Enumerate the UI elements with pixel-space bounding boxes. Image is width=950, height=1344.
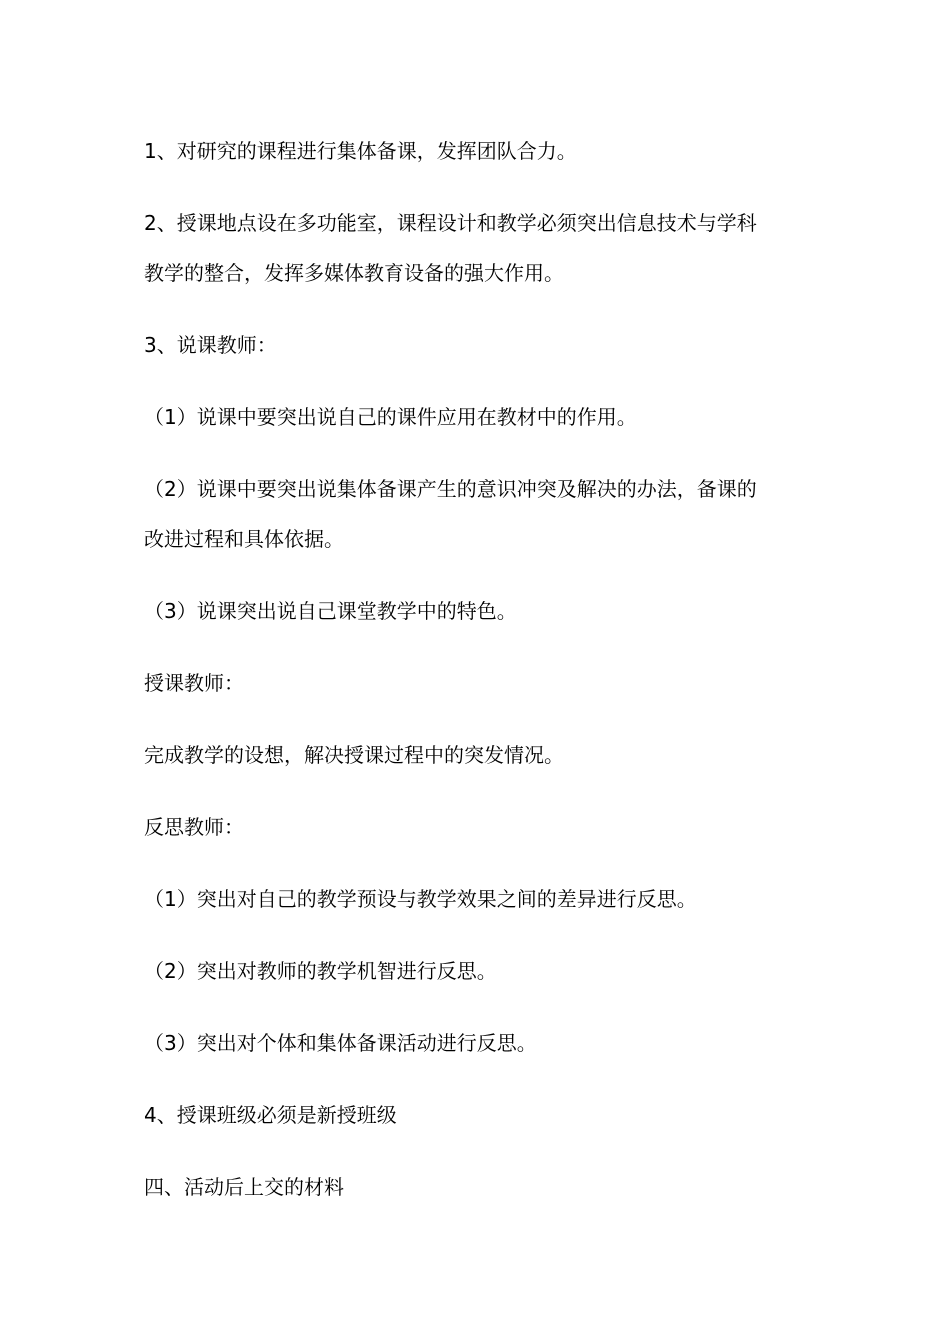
- item-4-class: 4、授课班级必须是新授班级: [144, 1103, 397, 1127]
- item-3-sub-2-line-1: （2）说课中要突出说集体备课产生的意识冲突及解决的办法，备课的: [144, 477, 757, 501]
- teaching-teacher-heading: 授课教师：: [144, 671, 244, 695]
- item-3-sub-1: （1）说课中要突出说自己的课件应用在教材中的作用。: [144, 405, 637, 429]
- teaching-teacher-text: 完成教学的设想，解决授课过程中的突发情况。: [144, 743, 564, 767]
- section-4-heading: 四、活动后上交的材料: [144, 1175, 344, 1199]
- item-3-sub-2-line-2: 改进过程和具体依据。: [144, 527, 344, 551]
- reflecting-sub-1: （1）突出对自己的教学预设与教学效果之间的差异进行反思。: [144, 887, 697, 911]
- item-2-venue-line-2: 教学的整合，发挥多媒体教育设备的强大作用。: [144, 261, 564, 285]
- reflecting-sub-3: （3）突出对个体和集体备课活动进行反思。: [144, 1031, 537, 1055]
- item-3-sub-3: （3）说课突出说自己课堂教学中的特色。: [144, 599, 517, 623]
- reflecting-teacher-heading: 反思教师：: [144, 815, 244, 839]
- reflecting-sub-2: （2）突出对教师的教学机智进行反思。: [144, 959, 497, 983]
- item-2-venue-line-1: 2、授课地点设在多功能室，课程设计和教学必须突出信息技术与学科: [144, 211, 757, 235]
- item-1-collective-lesson-prep: 1、对研究的课程进行集体备课，发挥团队合力。: [144, 139, 577, 163]
- item-3-heading: 3、说课教师：: [144, 333, 277, 357]
